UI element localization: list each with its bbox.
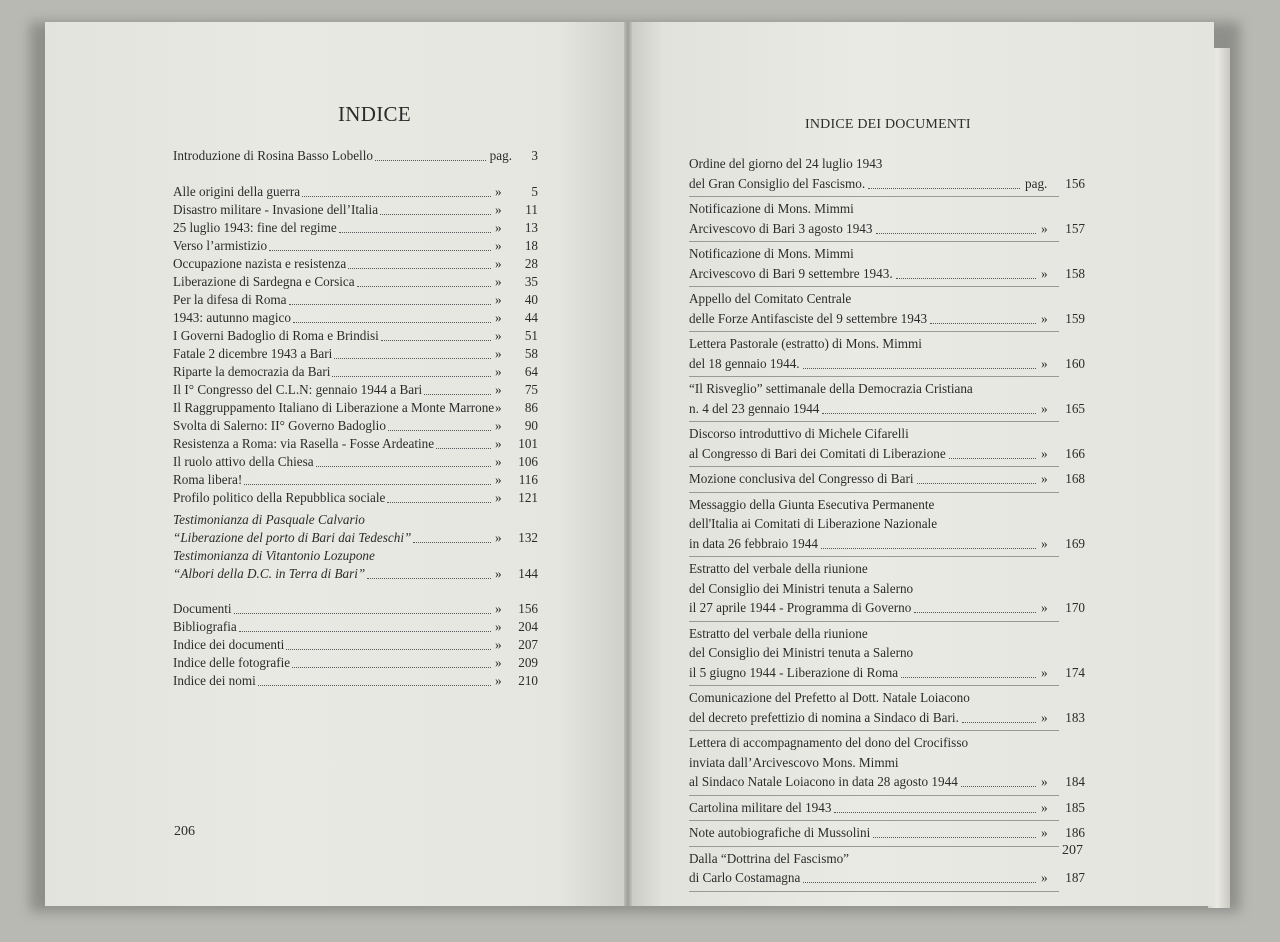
document-text: n. 4 del 23 gennaio 1944 — [689, 400, 820, 416]
dot-leader — [896, 276, 1036, 279]
document-line — [689, 624, 1059, 644]
dot-leader — [413, 540, 491, 543]
toc-entry-page: 18 — [524, 238, 538, 253]
dot-leader — [375, 158, 486, 161]
document-line — [689, 495, 1059, 515]
dot-leader — [339, 230, 491, 233]
document-text: il 5 giugno 1944 - Liberazione di Roma — [689, 664, 899, 680]
toc-row — [173, 654, 538, 672]
toc-entry-page: 209 — [518, 655, 538, 670]
document-line — [689, 514, 1059, 534]
document-line — [689, 309, 1085, 329]
document-text: delle Forze Antifasciste del 9 settembre 1943 — [689, 310, 928, 326]
document-text: Lettera di accompagnamento del dono del Crocifisso — [689, 735, 969, 750]
document-entry — [689, 287, 1085, 332]
document-text: al Congresso di Bari dei Comitati di Liberazione — [689, 445, 946, 461]
toc-entry-marker: » — [495, 238, 502, 253]
toc-entry-marker: » — [495, 346, 502, 361]
toc-entry-title: “Albori della D.C. in Terra di Bari” — [173, 566, 366, 581]
document-marker: » — [1041, 355, 1048, 371]
document-line — [689, 733, 1059, 753]
document-page: 166 — [1065, 445, 1085, 461]
document-line — [689, 868, 1085, 888]
toc-entry-page: 35 — [524, 274, 538, 289]
document-text: del Consiglio dei Ministri tenuta a Salerno — [689, 645, 914, 660]
document-line — [689, 354, 1085, 374]
toc-entry-page: 207 — [518, 637, 538, 652]
toc-entry-marker: » — [495, 400, 502, 415]
toc-entry-title: Resistenza a Roma: via Rasella - Fosse Ardeatine — [173, 436, 435, 451]
document-line — [689, 244, 1059, 264]
document-line — [689, 559, 1059, 579]
document-page: 184 — [1065, 774, 1085, 789]
document-text: Ordine del giorno del 24 luglio 1943 — [689, 156, 883, 171]
document-line — [689, 424, 1059, 444]
toc-entry-page: 156 — [518, 601, 538, 616]
toc-entry-marker: » — [495, 256, 502, 271]
toc-entry-title: Fatale 2 dicembre 1943 a Bari — [173, 346, 333, 361]
toc-entry-marker: » — [495, 454, 502, 469]
document-entry — [689, 557, 1085, 622]
document-page: 159 — [1065, 310, 1085, 326]
document-entry — [689, 332, 1085, 377]
toc-entry-marker: » — [495, 220, 502, 235]
document-page: 170 — [1065, 600, 1085, 615]
toc-entry-title: Bibliografia — [173, 619, 237, 634]
document-text: Notificazione di Mons. Mimmi — [689, 246, 854, 261]
dot-leader — [901, 675, 1036, 678]
toc-entry-marker: » — [495, 436, 502, 451]
dot-leader — [302, 194, 491, 197]
toc-entry-page: 64 — [524, 364, 538, 379]
document-entry — [689, 622, 1085, 687]
toc-row — [173, 255, 538, 273]
toc-entry-marker: » — [495, 637, 502, 652]
document-line — [689, 753, 1059, 773]
dot-leader — [367, 576, 491, 579]
toc-entry-marker: » — [495, 364, 502, 379]
toc-entry-page: 86 — [524, 400, 538, 415]
document-text: Note autobiografiche di Mussolini — [689, 825, 871, 840]
toc-entry-title: 25 luglio 1943: fine del regime — [173, 220, 337, 235]
document-page: 186 — [1065, 825, 1085, 840]
document-page: 183 — [1065, 709, 1085, 725]
document-marker: » — [1041, 471, 1048, 486]
toc-entry-page: 121 — [518, 490, 538, 505]
toc-appendix-section — [173, 600, 538, 690]
toc-entry-marker: » — [495, 619, 502, 634]
toc-entry-page: 28 — [524, 256, 538, 271]
toc-entry-marker: » — [495, 310, 502, 325]
dot-leader — [803, 366, 1036, 369]
toc-row — [173, 147, 538, 165]
toc-entry-page: 101 — [518, 436, 538, 451]
document-entry — [689, 467, 1085, 493]
document-text: Notificazione di Mons. Mimmi — [689, 201, 854, 216]
document-text: Estratto del verbale della riunione — [689, 625, 868, 641]
dot-leader — [332, 374, 491, 377]
toc-entry-title: Il Raggruppamento Italiano di Liberazione a Monte Marrone — [173, 400, 495, 415]
document-line — [689, 154, 1059, 174]
toc-row — [173, 489, 538, 507]
toc-entry-title: Per la difesa di Roma — [173, 292, 287, 307]
dot-leader — [269, 248, 491, 251]
toc-entry-page: 204 — [518, 619, 538, 634]
dot-leader — [239, 629, 491, 632]
toc-row — [173, 327, 538, 345]
toc-row — [173, 237, 538, 255]
document-line — [689, 379, 1059, 399]
document-entry — [689, 152, 1085, 197]
document-entry — [689, 731, 1085, 796]
document-text: Arcivescovo di Bari 9 settembre 1943. — [689, 265, 893, 281]
dot-leader — [292, 665, 491, 668]
document-marker: » — [1041, 400, 1048, 416]
toc-entry-page: 44 — [524, 310, 538, 325]
toc-row — [173, 363, 538, 381]
document-text: “Il Risveglio” settimanale della Democrazia Cristiana — [689, 381, 973, 396]
document-text: del decreto prefettizio di nomina a Sindaco di Bari. — [689, 709, 959, 725]
toc-row — [173, 291, 538, 309]
document-text: Comunicazione del Prefetto al Dott. Natale Loiacono — [689, 690, 970, 705]
toc-entry-marker: » — [495, 673, 502, 688]
document-marker: » — [1041, 535, 1048, 551]
right-page-number: 207 — [1062, 843, 1083, 858]
document-text: al Sindaco Natale Loiacono in data 28 agosto 1944 — [689, 774, 958, 789]
document-line — [689, 598, 1085, 618]
document-entry — [689, 422, 1085, 467]
document-line — [689, 708, 1085, 728]
toc-row — [173, 345, 538, 363]
index-title: INDICE — [338, 102, 411, 126]
document-marker: » — [1041, 825, 1048, 840]
toc-entry-page: 3 — [531, 148, 538, 163]
dot-leader — [286, 647, 491, 650]
toc-entry-title: Roma libera! — [173, 472, 243, 487]
toc-row — [173, 309, 538, 327]
dot-leader — [424, 392, 491, 395]
toc-entry-title: Indice dei nomi — [173, 673, 256, 688]
dot-leader — [289, 302, 491, 305]
toc-entry-marker: » — [495, 292, 502, 307]
book-gutter — [624, 22, 632, 906]
document-line — [689, 219, 1085, 239]
toc-testimonies-section — [173, 511, 538, 583]
document-text: Mozione conclusiva del Congresso di Bari — [689, 471, 914, 486]
document-line — [689, 444, 1085, 464]
toc-entry-marker: » — [495, 328, 502, 343]
toc-row — [173, 201, 538, 219]
toc-row — [173, 435, 538, 453]
document-page: 165 — [1065, 400, 1085, 416]
dot-leader — [822, 411, 1036, 414]
document-line — [689, 534, 1085, 554]
toc-entry-page: 58 — [524, 346, 538, 361]
toc-entry-title: Disastro militare - Invasione dell’Italia — [173, 202, 379, 217]
toc-entry-marker: » — [495, 382, 502, 397]
toc-row — [173, 381, 538, 399]
document-marker: » — [1041, 664, 1048, 680]
dot-leader — [949, 456, 1036, 459]
toc-entry-page: 51 — [524, 328, 538, 343]
toc-entry-page: 132 — [518, 530, 538, 545]
document-line — [689, 849, 1059, 869]
dot-leader — [388, 428, 491, 431]
toc-entry-page: 11 — [525, 202, 538, 217]
toc-entry-marker: » — [495, 274, 502, 289]
dot-leader — [357, 284, 491, 287]
toc-entry-title: “Liberazione del porto di Bari dai Tedeschi” — [173, 530, 412, 545]
dot-leader — [962, 720, 1036, 723]
toc-row — [173, 453, 538, 471]
toc-entry-title: Indice dei documenti — [173, 637, 285, 652]
dot-leader — [234, 611, 491, 614]
toc-entry-marker: » — [495, 566, 502, 581]
toc-row — [173, 672, 538, 690]
toc-entry-marker: » — [495, 601, 502, 616]
toc-entry-title: Riparte la democrazia da Bari — [173, 364, 331, 379]
document-line — [689, 688, 1059, 708]
toc-entry-title: Indice delle fotografie — [173, 655, 291, 670]
dot-leader — [293, 320, 491, 323]
document-text: Dalla “Dottrina del Fascismo” — [689, 850, 850, 866]
dot-leader — [961, 784, 1036, 787]
dot-leader — [334, 356, 491, 359]
toc-entry-marker: » — [495, 490, 502, 505]
document-marker: » — [1041, 774, 1048, 789]
document-text: Discorso introduttivo di Michele Cifarelli — [689, 426, 909, 441]
dot-leader — [821, 546, 1036, 549]
toc-row — [173, 471, 538, 489]
document-line — [689, 823, 1085, 843]
document-entry — [689, 796, 1085, 822]
document-entry — [689, 493, 1085, 558]
toc-entry-page: 90 — [524, 418, 538, 433]
toc-entry-title: Il I° Congresso del C.L.N: gennaio 1944 a Bari — [173, 382, 423, 397]
dot-leader — [834, 810, 1036, 813]
document-text: del Gran Consiglio del Fascismo. — [689, 175, 866, 191]
toc-entry-title: Introduzione di Rosina Basso Lobello — [173, 148, 373, 163]
toc-entry-page: 75 — [524, 382, 538, 397]
document-line — [689, 199, 1059, 219]
document-line — [689, 264, 1085, 284]
dot-leader — [387, 500, 491, 503]
toc-row — [173, 399, 538, 417]
document-line — [689, 289, 1059, 309]
toc-entry-page: 13 — [524, 220, 538, 235]
document-marker: » — [1041, 870, 1048, 885]
dot-leader — [917, 481, 1036, 484]
toc-entry-marker: » — [495, 184, 502, 199]
document-text: Appello del Comitato Centrale — [689, 291, 852, 306]
document-text: in data 26 febbraio 1944 — [689, 535, 818, 551]
testimony-row — [173, 565, 538, 583]
toc-entry-title: Profilo politico della Repubblica sociale — [173, 490, 386, 505]
toc-row — [173, 183, 538, 201]
document-marker: » — [1041, 799, 1048, 815]
document-page: 158 — [1065, 265, 1085, 281]
document-page: 168 — [1065, 471, 1085, 486]
document-text: il 27 aprile 1944 - Programma di Governo — [689, 600, 912, 615]
toc-entry-marker: » — [495, 418, 502, 433]
document-text: Estratto del verbale della riunione — [689, 561, 868, 576]
toc-entry-marker: » — [495, 655, 502, 670]
dot-leader — [873, 835, 1036, 838]
toc-row — [173, 618, 538, 636]
toc-row — [173, 417, 538, 435]
document-page: 156 — [1065, 175, 1085, 191]
dot-leader — [380, 212, 491, 215]
dot-leader — [803, 880, 1036, 883]
document-text: di Carlo Costamagna — [689, 870, 801, 885]
document-entry — [689, 197, 1085, 242]
left-page-number: 206 — [174, 824, 195, 839]
toc-entry-title: Svolta di Salerno: II° Governo Badoglio — [173, 418, 386, 433]
toc-entry-marker: pag. — [489, 148, 512, 163]
toc-entry-marker: » — [495, 202, 502, 217]
document-page: 157 — [1065, 220, 1085, 236]
dot-leader — [316, 464, 491, 467]
document-text: dell'Italia ai Comitati di Liberazione Nazionale — [689, 516, 938, 531]
document-line — [689, 579, 1059, 599]
document-page: 174 — [1065, 664, 1085, 680]
dot-leader — [868, 186, 1020, 189]
document-page: 187 — [1065, 870, 1085, 885]
document-line — [689, 334, 1059, 354]
document-text: del 18 gennaio 1944. — [689, 355, 800, 371]
toc-entry-page: 116 — [518, 472, 538, 487]
dot-leader — [244, 482, 491, 485]
document-marker: » — [1041, 220, 1048, 236]
document-line — [689, 772, 1085, 792]
toc-row — [173, 636, 538, 654]
document-marker: » — [1041, 265, 1048, 281]
document-text: Arcivescovo di Bari 3 agosto 1943 — [689, 220, 873, 236]
document-page: 169 — [1065, 535, 1085, 551]
toc-entry-title: Il ruolo attivo della Chiesa — [173, 454, 314, 469]
testimony-row — [173, 529, 538, 547]
dot-leader — [258, 683, 491, 686]
dot-leader — [381, 338, 491, 341]
document-text: Lettera Pastorale (estratto) di Mons. Mimmi — [689, 336, 922, 351]
document-line — [689, 643, 1059, 663]
document-page: 160 — [1065, 355, 1085, 371]
document-line — [689, 663, 1085, 683]
document-line — [689, 174, 1085, 194]
toc-entry-page: 144 — [518, 566, 538, 581]
document-line — [689, 798, 1085, 818]
document-marker: » — [1041, 445, 1048, 461]
dot-leader — [876, 231, 1037, 234]
document-entry — [689, 686, 1085, 731]
dot-leader — [436, 446, 491, 449]
document-line — [689, 469, 1085, 489]
document-entry — [689, 821, 1085, 847]
toc-entry-title: I Governi Badoglio di Roma e Brindisi — [173, 328, 379, 343]
toc-entry-title: 1943: autunno magico — [173, 310, 291, 325]
document-text: inviata dall’Arcivescovo Mons. Mimmi — [689, 754, 899, 770]
toc-row — [173, 219, 538, 237]
dot-leader — [914, 610, 1036, 613]
toc-entry-page: 210 — [518, 673, 538, 688]
toc-entry-marker: » — [495, 472, 502, 487]
document-marker: » — [1041, 310, 1048, 326]
toc-entry-title: Verso l’armistizio — [173, 238, 268, 253]
toc-entry-title: Occupazione nazista e resistenza — [173, 256, 347, 271]
document-entry — [689, 377, 1085, 422]
document-line — [689, 399, 1085, 419]
toc-entry-marker: » — [495, 530, 502, 545]
toc-entry-page: 40 — [524, 292, 538, 307]
toc-chapters-section — [173, 183, 538, 507]
document-text: Cartolina militare del 1943 — [689, 799, 832, 815]
toc-row — [173, 273, 538, 291]
toc-entry-page: 106 — [518, 454, 538, 469]
document-marker: » — [1041, 600, 1048, 615]
dot-leader — [930, 321, 1036, 324]
toc-entry-title: Documenti — [173, 601, 232, 616]
toc-entry-title: Alle origini della guerra — [173, 184, 301, 199]
toc-intro-section — [173, 147, 538, 165]
document-page: 185 — [1065, 799, 1085, 815]
toc-entry-page: 5 — [531, 184, 538, 199]
testimony-author: Testimonianza di Vitantonio Lozupone — [173, 548, 375, 563]
dot-leader — [348, 266, 491, 269]
document-text: del Consiglio dei Ministri tenuta a Salerno — [689, 580, 914, 596]
testimony-author: Testimonianza di Pasquale Calvario — [173, 512, 365, 527]
document-marker: pag. — [1025, 175, 1048, 191]
toc-entry-title: Liberazione di Sardegna e Corsica — [173, 274, 355, 289]
document-text: Messaggio della Giunta Esecutiva Permanente — [689, 496, 935, 512]
toc-row — [173, 600, 538, 618]
document-entry — [689, 242, 1085, 287]
document-marker: » — [1041, 709, 1048, 725]
documents-index-title: INDICE DEI DOCUMENTI — [805, 117, 971, 132]
